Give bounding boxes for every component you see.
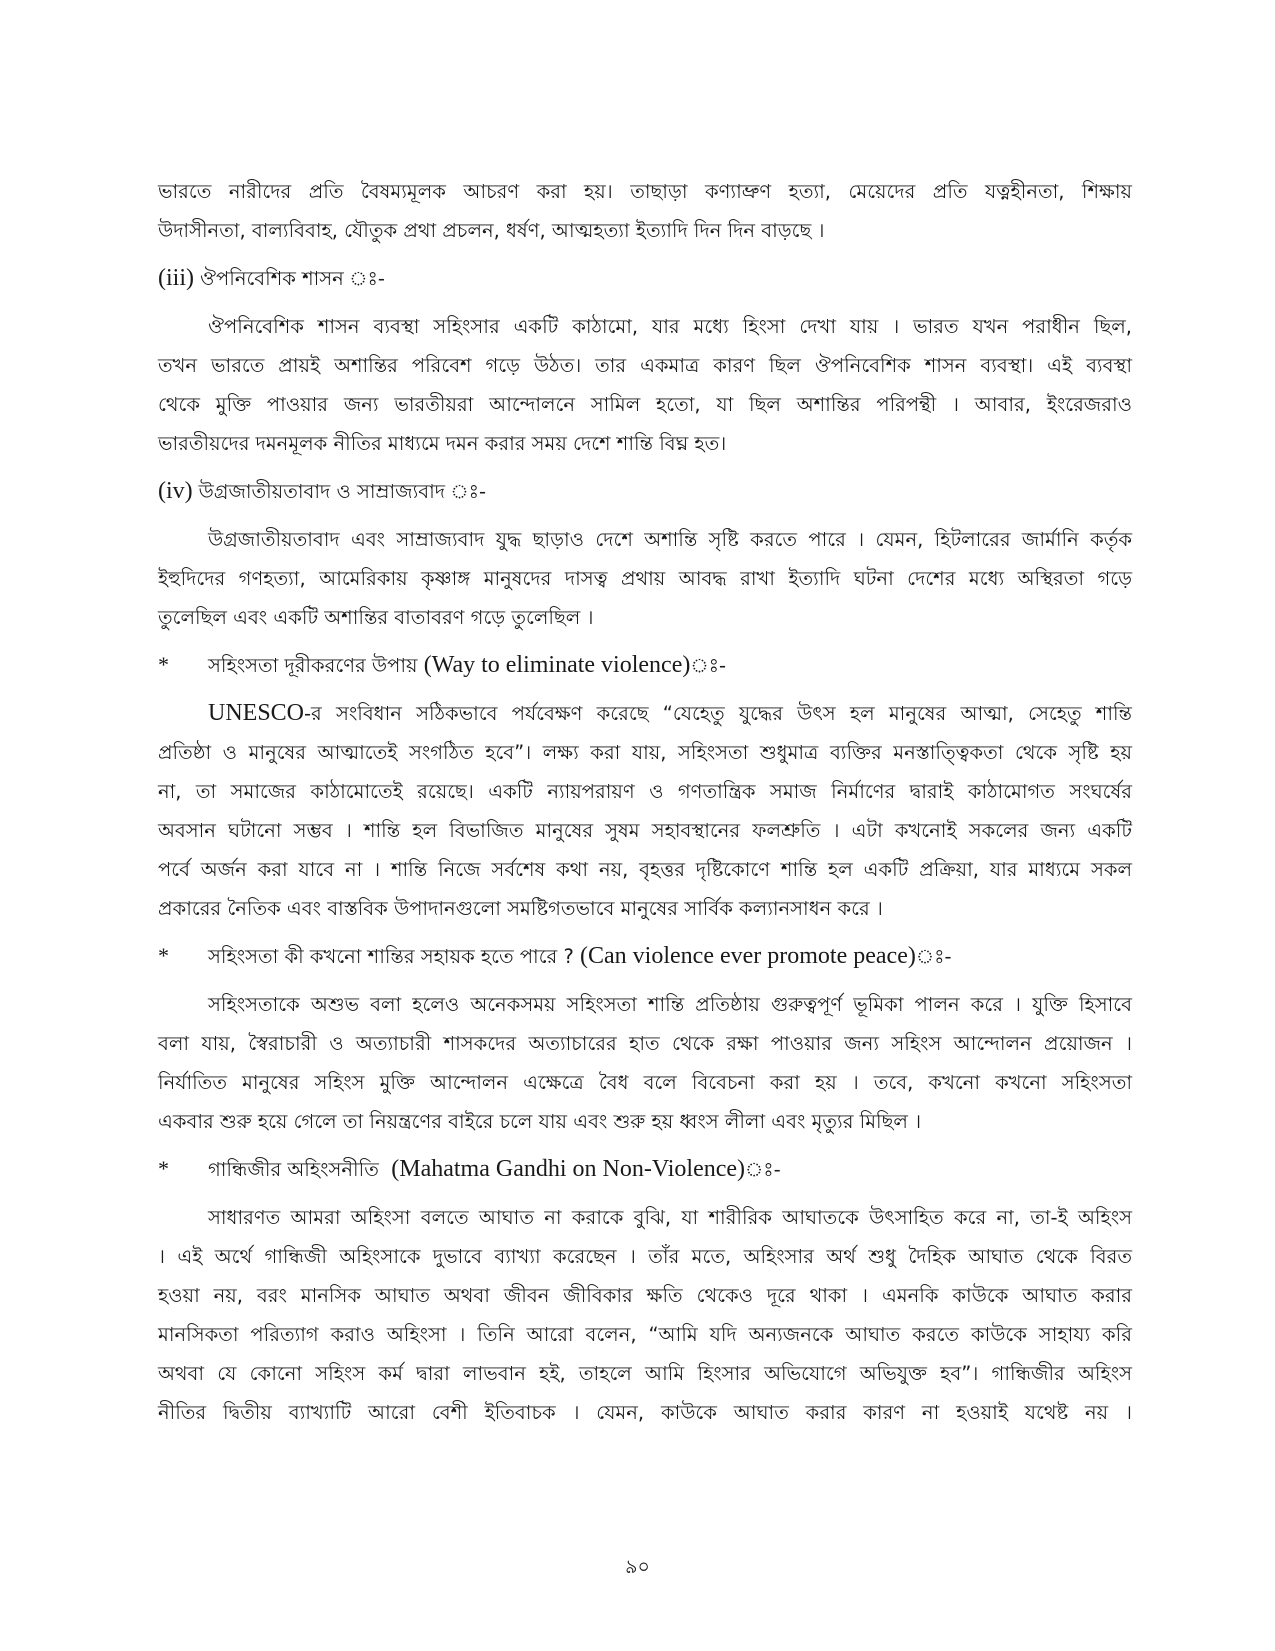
text-line: নীতির দ্বিতীয় ব্যাখ্যাটি আরো বেশী ইতিবাচক । যেমন, কাউকে আঘাত করার কারণ না হওয়াই যথেষ্ট নয় । bbox=[158, 1401, 1132, 1424]
bullet-star: * bbox=[158, 943, 169, 968]
paragraph-discrimination bbox=[158, 172, 1132, 250]
text-line: হওয়া নয়, বরং মানসিক আঘাত অথবা জীবন জীবিকার ক্ষতি থেকেও দূরে থাকা । এমনকি কাউকে আঘাত করার bbox=[158, 1284, 1132, 1307]
heading-suffix: ঃ- bbox=[915, 945, 952, 968]
heading-title-en: (Way to eliminate violence) bbox=[423, 652, 691, 678]
paragraph-gandhi-non-violence bbox=[158, 1198, 1132, 1432]
paragraph-eliminate-violence bbox=[158, 694, 1132, 928]
text-line: ভারতে নারীদের প্রতি বৈষম্যমূলক আচরণ করা হয়। তাছাড়া কণ্যাভ্রুণ হত্যা, মেয়েদের প্রতি যত্নহীনতা, শিক্ষায় bbox=[158, 180, 1132, 203]
text-line: নির্যাতিত মানুষের সহিংস মুক্তি আন্দোলন এক্ষেত্রে বৈধ বলে বিবেচনা করা হয় । তবে, কখনো কখনো সহিংসতা bbox=[158, 1071, 1132, 1094]
text-line: তখন ভারতে প্রায়ই অশান্তির পরিবেশ গড়ে উঠত। তার একমাত্র কারণ ছিল ঔপনিবেশিক শাসন ব্যবস্থা। এই ব্যবস্থা bbox=[158, 354, 1132, 377]
heading-colonial-rule bbox=[158, 260, 1132, 297]
text-line: অথবা যে কোনো সহিংস কর্ম দ্বারা লাভবান হই, তাহলে আমি হিংসার অভিযোগে অভিযুক্ত হব”। গান্ধিজীর অহিংস bbox=[158, 1362, 1132, 1385]
heading-gandhi-non-violence bbox=[158, 1151, 1132, 1188]
paragraph-colonial-rule bbox=[158, 307, 1132, 463]
heading-title: ঔপনিবেশিক শাসন ঃ- bbox=[200, 267, 385, 290]
heading-number: (iii) bbox=[158, 265, 194, 291]
text-line: ইহুদিদের গণহত্যা, আমেরিকায় কৃষ্ণাঙ্গ মানুষদের দাসত্ব প্রথায় আবদ্ধ রাখা ইত্যাদি ঘটনা দেশের মধ্যে অস্থিরতা গড়ে bbox=[158, 567, 1132, 590]
text-line: না, তা সমাজের কাঠামোতেই রয়েছে। একটি ন্যায়পরায়ণ ও গণতান্ত্রিক সমাজ নির্মাণের দ্বারাই কাঠামোগত সংঘর্ষের bbox=[158, 780, 1132, 803]
heading-suffix: ঃ- bbox=[745, 1158, 781, 1181]
heading-nationalism-imperialism bbox=[158, 473, 1132, 510]
text-line bbox=[158, 694, 1132, 733]
page-number: ৯০ bbox=[625, 1556, 650, 1578]
heading-title-bn: সহিংসতা দূরীকরণের উপায় bbox=[208, 654, 418, 677]
heading-title-bn: সহিংসতা কী কখনো শান্তির সহায়ক হতে পারে ? bbox=[208, 945, 574, 968]
heading-title-bn: গান্ধিজীর অহিংসনীতি bbox=[208, 1158, 379, 1181]
heading-violence-promote-peace bbox=[158, 938, 1132, 975]
text-line: পর্বে অর্জন করা যাবে না । শান্তি নিজে সর্বশেষ কথা নয়, বৃহত্তর দৃষ্টিকোণে শান্তি হল একটি প্রক্রিয়া, যার মাধ্যমে সকল bbox=[158, 858, 1132, 881]
text-line: বলা যায়, স্বৈরাচারী ও অত্যাচারী শাসকদের অত্যাচারের হাত থেকে রক্ষা পাওয়ার জন্য সহিংস আন্দোলন প্রয়োজন । bbox=[158, 1032, 1132, 1055]
heading-title-en: (Can violence ever promote peace) bbox=[580, 943, 916, 969]
heading-title: উগ্রজাতীয়তাবাদ ও সাম্রাজ্যবাদ ঃ- bbox=[198, 480, 487, 503]
text-line: সাধারণত আমরা অহিংসা বলতে আঘাত না করাকে বুঝি, যা শারীরিক আঘাতকে উৎসাহিত করে না, তা-ই অহিংস bbox=[208, 1206, 1132, 1229]
text-line: অবসান ঘটানো সম্ভব । শান্তি হল বিভাজিত মানুষের সুষম সহাবস্থানের ফলশ্রুতি । এটা কখনোই সকলের জন্য একটি bbox=[158, 819, 1132, 842]
paragraph-nationalism-imperialism bbox=[158, 520, 1132, 637]
heading-title-en: (Mahatma Gandhi on Non-Violence) bbox=[391, 1156, 746, 1182]
text-line: সহিংসতাকে অশুভ বলা হলেও অনেকসময় সহিংসতা শান্তি প্রতিষ্ঠায় গুরুত্বপূর্ণ ভূমিকা পালন করে । যুক্তি হিসাবে bbox=[208, 993, 1132, 1016]
heading-eliminate-violence bbox=[158, 647, 1132, 684]
text-line: থেকে মুক্তি পাওয়ার জন্য ভারতীয়রা আন্দোলনে সামিল হতো, যা ছিল অশান্তির পরিপন্থী । আবার, ইংরেজরাও bbox=[158, 393, 1132, 416]
heading-number: (iv) bbox=[158, 478, 193, 504]
bullet-star: * bbox=[158, 1156, 169, 1181]
text-fragment: -র সংবিধান সঠিকভাবে পর্যবেক্ষণ করেছে “যেহেতু যুদ্ধের উৎস হল মানুষের আত্মা, সেহেতু শান্তি bbox=[304, 702, 1132, 725]
paragraph-violence-promote-peace bbox=[158, 985, 1132, 1141]
text-line: ঔপনিবেশিক শাসন ব্যবস্থা সহিংসার একটি কাঠামো, যার মধ্যে হিংসা দেখা যায় । ভারত যখন পরাধীন ছিল, bbox=[208, 315, 1132, 338]
text-line: একবার শুরু হয়ে গেলে তা নিয়ন্ত্রণের বাইরে চলে যায় এবং শুরু হয় ধ্বংস লীলা এবং মৃত্যুর মিছিল । bbox=[158, 1110, 922, 1133]
text-line: । এই অর্থে গান্ধিজী অহিংসাকে দুভাবে ব্যাখ্যা করেছেন । তাঁর মতে, অহিংসার অর্থ শুধু দৈহিক আঘাত থেকে বিরত bbox=[158, 1245, 1132, 1268]
page-body bbox=[158, 172, 1132, 1432]
text-line: প্রতিষ্ঠা ও মানুষের আত্মাতেই সংগঠিত হবে”। লক্ষ্য করা যায়, সহিংসতা শুধুমাত্র ব্যক্তির মনস্তাত্ত্বিকতা থেকে সৃষ্টি হয় bbox=[158, 741, 1132, 764]
text-line: ভারতীয়দের দমনমূলক নীতির মাধ্যমে দমন করার সময় দেশে শান্তি বিঘ্ন হত। bbox=[158, 432, 727, 455]
bullet-star: * bbox=[158, 652, 169, 677]
heading-suffix: ঃ- bbox=[690, 654, 727, 677]
text-line: তুলেছিল এবং একটি অশান্তির বাতাবরণ গড়ে তুলেছিল । bbox=[158, 606, 594, 629]
text-line: মানসিকতা পরিত্যাগ করাও অহিংসা । তিনি আরো বলেন, “আমি যদি অন্যজনকে আঘাত করতে কাউকে সাহায্য করি bbox=[158, 1323, 1132, 1346]
text-line: প্রকারের নৈতিক এবং বাস্তবিক উপাদানগুলো সমষ্টিগতভাবে মানুষের সার্বিক কল্যানসাধন করে । bbox=[158, 897, 883, 920]
unesco-lead: UNESCO bbox=[208, 700, 305, 726]
text-line: উদাসীনতা, বাল্যবিবাহ, যৌতুক প্রথা প্রচলন, ধর্ষণ, আত্মহত্যা ইত্যাদি দিন দিন বাড়ছে । bbox=[158, 219, 825, 242]
text-line: উগ্রজাতীয়তাবাদ এবং সাম্রাজ্যবাদ যুদ্ধ ছাড়াও দেশে অশান্তি সৃষ্টি করতে পারে । যেমন, হিটলারের জার্মানি কর্তৃক bbox=[208, 528, 1132, 551]
